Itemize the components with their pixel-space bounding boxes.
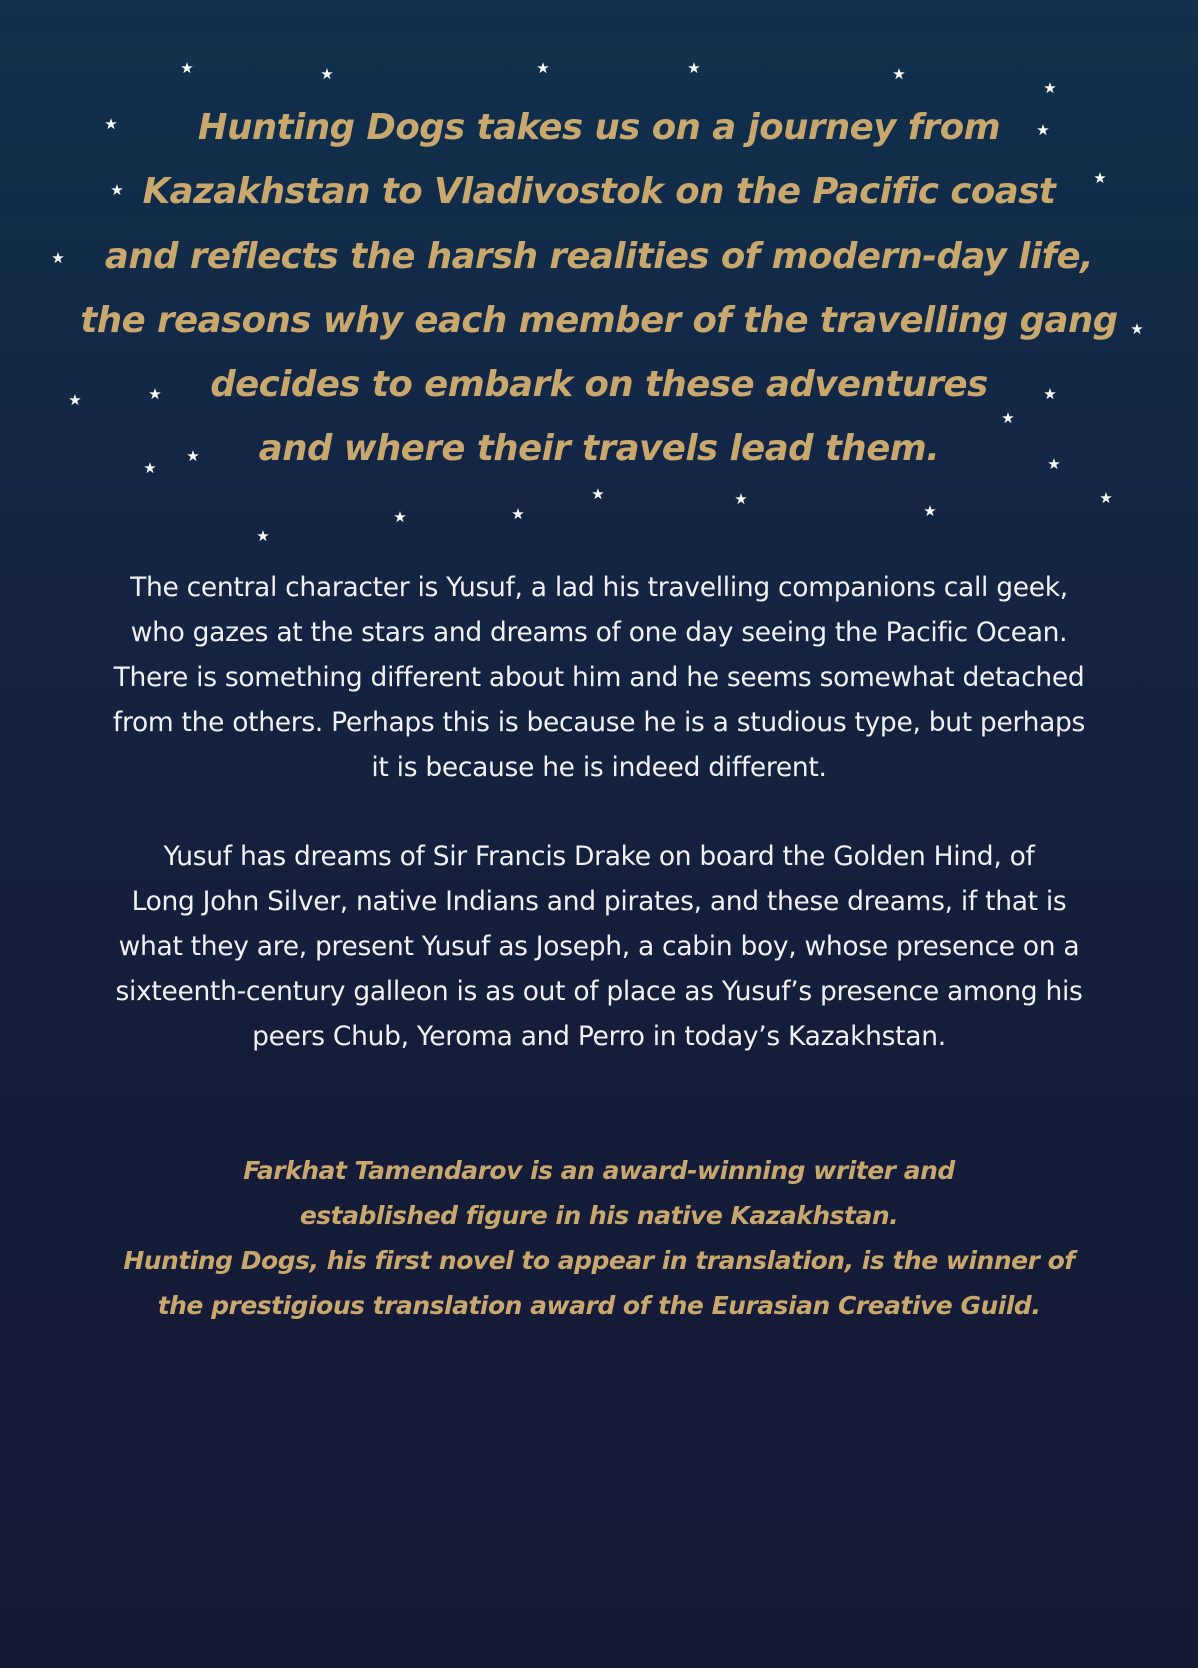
star-icon: ★ bbox=[1099, 489, 1113, 507]
paragraph-line: There is something different about him and he seems somewhat detached bbox=[113, 662, 1085, 693]
paragraph-line: who gazes at the stars and dreams of one day seeing the Pacific Ocean. bbox=[130, 617, 1068, 648]
pull-quote-line: Hunting Dogs takes us on a journey from bbox=[197, 107, 1001, 148]
star-icon: ★ bbox=[591, 485, 605, 503]
paragraph-line: what they are, present Yusuf as Joseph, a cabin boy, whose presence on a bbox=[118, 931, 1080, 962]
star-icon: ★ bbox=[734, 490, 748, 508]
star-icon: ★ bbox=[1047, 455, 1061, 473]
pull-quote bbox=[80, 96, 1118, 482]
paragraph-line: it is because he is indeed different. bbox=[371, 752, 827, 783]
star-icon: ★ bbox=[110, 181, 124, 199]
star-icon: ★ bbox=[1130, 320, 1144, 338]
star-icon: ★ bbox=[256, 527, 270, 545]
pull-quote-line: and reflects the harsh realities of modern-day life, bbox=[104, 235, 1094, 277]
paragraph-line: from the others. Perhaps this is because he is a studious type, but perhaps bbox=[112, 707, 1086, 738]
star-icon: ★ bbox=[1001, 409, 1015, 427]
paragraph-line: Long John Silver, native Indians and pirates, and these dreams, if that is bbox=[131, 886, 1067, 917]
star-icon: ★ bbox=[143, 459, 157, 477]
star-icon: ★ bbox=[104, 115, 118, 133]
paragraph-line: sixteenth-century galleon is as out of place as Yusuf’s presence among his bbox=[115, 976, 1083, 1007]
author-bio-line: the prestigious translation award of the Eurasian Creative Guild. bbox=[157, 1291, 1041, 1320]
star-icon: ★ bbox=[1043, 385, 1057, 403]
star-icon: ★ bbox=[892, 65, 906, 83]
pull-quote-line: and where their travels lead them. bbox=[258, 428, 940, 470]
star-icon: ★ bbox=[536, 59, 550, 77]
pull-quote-line: Kazakhstan to Vladivostok on the Pacific coast bbox=[142, 171, 1056, 213]
star-icon: ★ bbox=[687, 59, 701, 77]
star-icon: ★ bbox=[923, 502, 937, 520]
paragraph-line: The central character is Yusuf, a lad his travelling companions call geek, bbox=[130, 572, 1068, 603]
synopsis-paragraph-1 bbox=[80, 565, 1118, 790]
star-icon: ★ bbox=[180, 59, 194, 77]
synopsis-paragraph-2 bbox=[80, 834, 1118, 1059]
star-icon: ★ bbox=[393, 508, 407, 526]
star-icon: ★ bbox=[68, 391, 82, 409]
author-bio-line: Farkhat Tamendarov is an award-winning writer and bbox=[243, 1156, 955, 1185]
author-bio-line: Hunting Dogs, his first novel to appear in translation, is the winner of bbox=[123, 1246, 1075, 1275]
star-icon: ★ bbox=[186, 447, 200, 465]
paragraph-line: peers Chub, Yeroma and Perro in today’s Kazakhstan. bbox=[252, 1021, 946, 1052]
star-icon: ★ bbox=[511, 505, 525, 523]
pull-quote-line: decides to embark on these adventures bbox=[210, 364, 988, 406]
star-icon: ★ bbox=[1036, 121, 1050, 139]
star-icon: ★ bbox=[320, 65, 334, 83]
author-bio bbox=[80, 1148, 1118, 1328]
pull-quote-line: the reasons why each member of the travelling gang bbox=[80, 299, 1118, 341]
star-icon: ★ bbox=[1093, 169, 1107, 187]
paragraph-line: Yusuf has dreams of Sir Francis Drake on board the Golden Hind, of bbox=[163, 841, 1035, 872]
author-bio-line: established figure in his native Kazakhstan. bbox=[299, 1201, 899, 1230]
star-icon: ★ bbox=[51, 249, 65, 267]
star-icon: ★ bbox=[1043, 79, 1057, 97]
star-icon: ★ bbox=[148, 385, 162, 403]
